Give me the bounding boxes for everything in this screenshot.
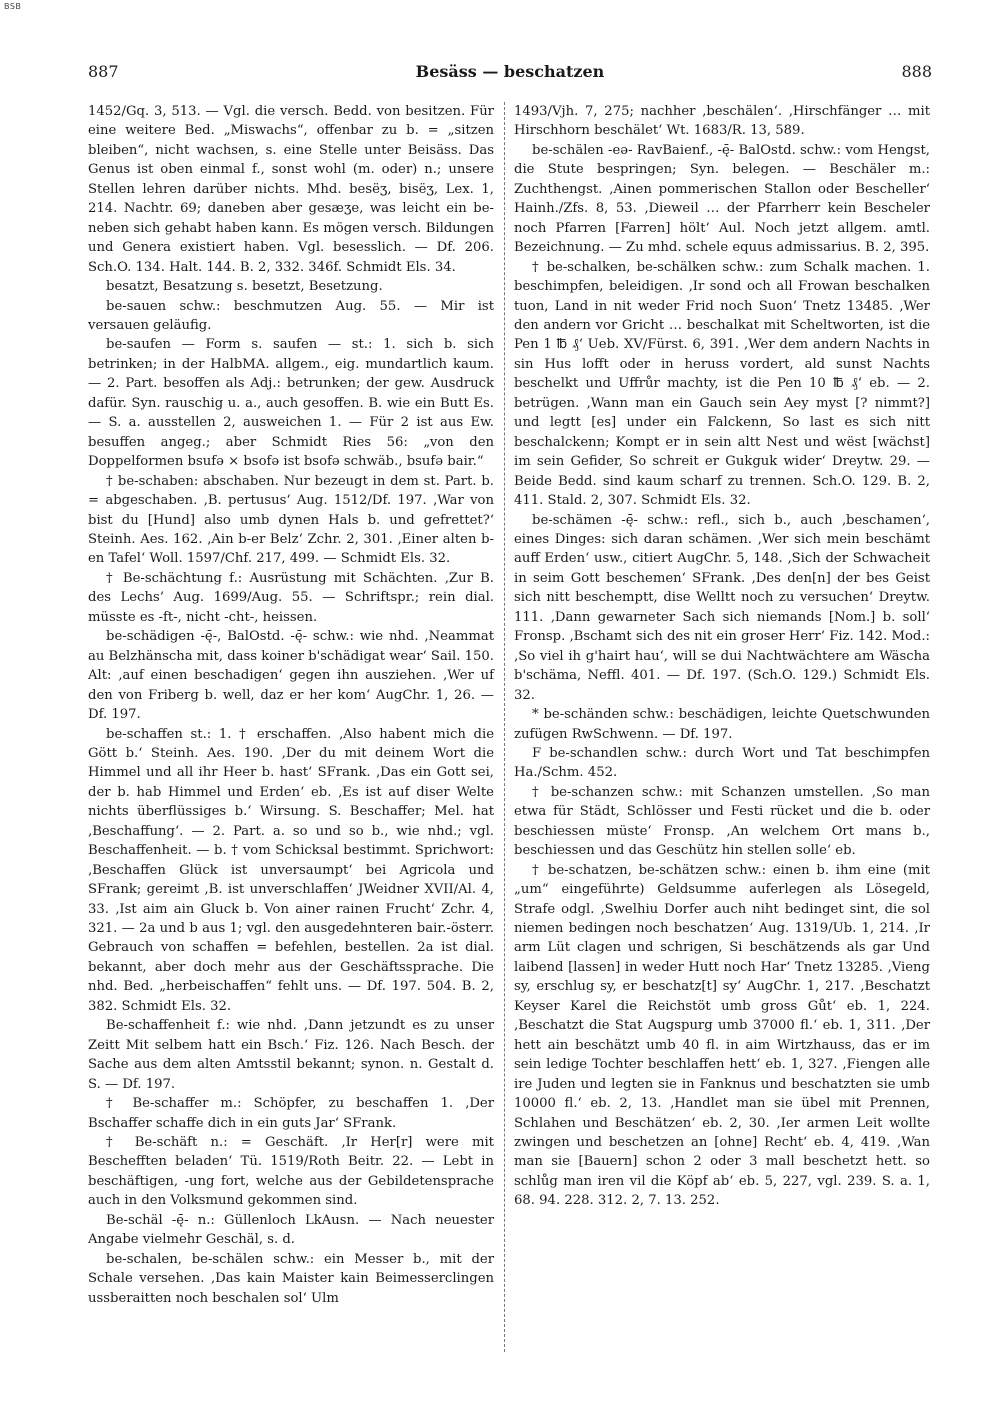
column-divider	[504, 102, 505, 1352]
entry-paragraph: be-schalen, be-schälen schw.: ein Messer b., mit der Schale versehen. ‚Das kain Maister kain Beimesserclingen ussberaitten noch beschalen sol‘ Ulm	[88, 1251, 494, 1306]
entry-paragraph: 1493/Vjh. 7, 275; nachher ‚beschälen‘. ‚Hirschfänger … mit Hirschhorn beschälet‘ Wt. 1683/R. 13, 589.	[514, 104, 930, 139]
entry-paragraph: be-sauen schw.: beschmutzen Aug. 55. — Mir ist versauen geläufig.	[88, 298, 494, 333]
left-column	[88, 102, 494, 1308]
entry-paragraph: be-schaffen st.: 1. † erschaffen. ‚Also habent mich die Gött b.‘ Steinh. Aes. 190. ‚Der du mit deinem Wort die Himmel und all ihr Heer b. hast‘ SFrank. ‚Das ein Gott sei, der b. hab Himmel und Erden‘ eb. ‚Es ist auf diser Welte nichts überflüssiges b.‘ Wirsung. S. Beschaffer; Mel. hat ‚Beschaffung‘. — 2. Part. a. so und so b., wie nhd.; vgl. Beschaffenheit. — b. † vom Schicksal bestimmt. Sprichwort: ‚Beschaffen Glück ist unversaumpt‘ bei Agricola und SFrank; gereimt ‚B. ist unverschlaffen‘ JWeidner XVII/Al. 4, 33. ‚Ist aim ain Gluck b. Von ainer rainen Frucht‘ Zchr. 4, 321. — 2a und b aus 1; vgl. den ausgedehnteren bair.-österr. Gebrauch von schaffen = befehlen, bestellen. 2a ist dial. bekannt, aber doch mehr aus der Geschäftssprache. Die nhd. Bed. „herbeischaffen“ fehlt uns. — Df. 197. 504. B. 2, 382. Schmidt Els. 32.	[88, 726, 494, 1014]
entry-paragraph: besatzt, Besatzung s. besetzt, Besetzung.	[106, 279, 383, 295]
entry-paragraph: 1452/Gq. 3, 513. — Vgl. die versch. Bedd. von besitzen. Für eine weitere Bed. „Miswachs“, offenbar zu b. = „sitzen bleiben“, nicht wachsen, s. eine Stelle unter Beisäss. Das Genus ist oben einmal f., sonst wohl (m. oder) n.; unsere Stellen lehren darüber nichts. Mhd. besëʒ, bisëʒ, Lex. 1, 214. Nachtr. 69; daneben aber gesæʒe, was leicht ein be- neben sich gehabt haben kann. Es mögen versch. Bildungen und Genera existiert haben. Vgl. besesslich. — Df. 206. Sch.O. 134. Halt. 144. B. 2, 332. 346f. Schmidt Els. 34.	[88, 104, 494, 275]
entry-paragraph: † Be-schäft n.: = Geschäft. ‚Ir Her[r] were mit Beschefften beladen‘ Tü. 1519/Roth Beitr. 22. — Lebt in beschäftigen, -ung fort, welche aus der Gebildetensprache auch in den Volksmund gekommen sind.	[88, 1135, 494, 1209]
entry-paragraph: be-saufen — Form s. saufen — st.: 1. sich b. sich betrinken; in der HalbMA. allgem., eig. mundartlich kaum. — 2. Part. besoffen als Adj.: betrunken; der gew. Ausdruck dafür. Syn. rauschig u. a., auch gesoffen. B. wie ein Butt Es. — S. a. ausstellen 2, ausweichen 1. — Für 2 ist aus Ew. besuffen angeg.; aber Schmidt Ries 56: „von den Doppelformen bsufə × bsofə ist bsofə schwäb., bsufə bair.“	[88, 337, 494, 470]
entry-paragraph: Be-schaffenheit f.: wie nhd. ‚Dann jetzundt es zu unser Zeitt Mit selbem hatt ein Bsch.‘ Fiz. 126. Nach Besch. der Sache aus dem alten Amtsstil bekannt; synon. n. Gestalt d. S. — Df. 197.	[88, 1018, 494, 1092]
left-page-number: 887	[88, 62, 119, 81]
entry-paragraph: Be-schäl -ę̄- n.: Güllenloch LkAusn. — Nach neuester Angabe vielmehr Geschäl, s. d.	[88, 1212, 494, 1248]
entry-paragraph: be-schädigen -ę̄-, BalOstd. -ę̄- schw.: wie nhd. ‚Neammat au Belzhänscha mit, dass koiner b'schädigat wear‘ Sail. 150. Alt: ‚auf einen beschadigen‘ gegen ihn ausziehen. ‚Wer uf den von Friberg b. well, daz er her kom‘ AugChr. 1, 26. — Df. 197.	[88, 629, 494, 723]
entry-paragraph: † Be-schächtung f.: Ausrüstung mit Schächten. ‚Zur B. des Lechs‘ Aug. 1699/Aug. 55. — Schriftspr.; rein dial. müsste es -ft-, nicht -cht-, heissen.	[88, 570, 494, 625]
entry-paragraph: † be-schatzen, be-schätzen schw.: einen b. ihm eine (mit „um“ eingeführte) Geldsumme auferlegen als Lösegeld, Strafe odgl. ‚Swelhiu Dorfer auch niht bedinget sint, die sol niemen bedingen noch beschatzen‘ Aug. 1319/Ub. 1, 214. ‚Ir arm Lüt clagen und schrigen, Si beschätzends als gar Und laibend [lassen] in weder Hutt noch Har‘ Tnetz 13285. ‚Vieng sy, erschlug sy, er beschatz[t] sy‘ AugChr. 1, 217. ‚Beschatzt Keyser Karel die Reichstöt umb gross Gůt‘ eb. 1, 224. ‚Beschatzt die Stat Augspurg umb 37000 fl.‘ eb. 1, 311. ‚Der hett ain beschätzt umb 40 fl. in aim Wirtzhauss, das er im sein ledige Tochter beschlaffen hett‘ eb. 1, 327. ‚Fiengen alle ire Juden und legten sie in Fanknus und beschatzten sie umb 10000 fl.‘ eb. 2, 13. ‚Handlet man sie übel mit Prennen, Schlahen und Beschätzen‘ eb. 2, 30. ‚Ier armen Leit wollte zwingen und beschetzen an [ohne] Recht‘ eb. 4, 419. ‚Wan man sie [Bauern] schon 2 oder 3 mall beschetzt hett. so schlůg man iren vil die Köpf ab‘ eb. 5, 227, vgl. 239. S. a. 1, 68. 94. 228. 312. 2, 7. 13. 252.	[514, 862, 930, 1209]
right-column	[514, 102, 930, 1211]
entry-paragraph: F be-schandlen schw.: durch Wort und Tat beschimpfen Ha./Schm. 452.	[514, 745, 930, 781]
entry-paragraph: * be-schänden schw.: beschädigen, leichte Quetschwunden zufügen RwSchwenn. — Df. 197.	[514, 707, 930, 742]
page-header	[88, 62, 932, 86]
entry-paragraph: † be-schaben: abschaben. Nur bezeugt in dem st. Part. b. = abgeschaben. ‚B. pertusus‘ Aug. 1512/Df. 197. ‚War von bist du [Hund] also umb dynen Hals b. und gefrettet?‘ Steinh. Aes. 162. ‚Ain b-er Belz‘ Zchr. 2, 301. ‚Einer alten b-en Tafel‘ Woll. 1597/Chf. 217, 499. — Schmidt Els. 32.	[88, 473, 494, 567]
entry-paragraph: † be-schalken, be-schälken schw.: zum Schalk machen. 1. beschimpfen, beleidigen. ‚Ir sond och all Frowan beschalken tuon, Land in nit weder Frid noch Suon‘ Tnetz 13485. ‚Wer den andern vor Gricht … beschalkat mit Scheltworten, ist die Pen 1 ℔ ₰‘ Ueb. XV/Fürst. 6, 391. ‚Wer dem andern Nachts in sin Hus lofft oder in heruss vordert, ald sunst Nachts beschelkt und Uffrůr machty, ist die Pen 10 ℔ ₰‘ eb. — 2. betrügen. ‚Wann man ein Gauch sein Aey myst [? nimmt?] und legtt [es] under ein Falckenn, So last es sich nitt beschalckenn; Kompt er in sein altt Nest und wëst [wächst] im sein Gefider, So schreit er Gukguk wider‘ Dreytw. 29. — Beide Bedd. sind kaum scharf zu trennen. Sch.O. 129. B. 2, 411. Stald. 2, 307. Schmidt Els. 32.	[514, 259, 930, 509]
entry-paragraph: † Be-schaffer m.: Schöpfer, zu beschaffen 1. ‚Der Bschaffer schaffe dich in ein guts Jar‘ SFrank.	[88, 1096, 494, 1131]
library-watermark: BSB	[4, 2, 22, 11]
entry-paragraph: be-schälen -eə- RavBaienf., -ę̄- BalOstd. schw.: vom Hengst, die Stute bespringen; Syn. belegen. — Beschäler m.: Zuchthengst. ‚Ainen pommerischen Stallon oder Bescheller‘ Hainh./Zfs. 8, 53. ‚Dieweil … der Pfarrherr kein Bescheler noch Pfarren [Farren] hölt‘ Aul. Noch jetzt allgem. amtl. Bezeichnung. — Zu mhd. schele equus admissarius. B. 2, 395.	[514, 142, 930, 256]
running-title: Besäss — beschatzen	[415, 62, 605, 81]
right-page-number: 888	[901, 62, 932, 81]
entry-paragraph: † be-schanzen schw.: mit Schanzen umstellen. ‚So man etwa für Städt, Schlösser und Festi rücket und die b. oder beschiessen müste‘ Fronsp. ‚An welchem Ort mans b., beschiessen und das Geschütz hin stellen solle‘ eb.	[514, 784, 930, 859]
entry-paragraph: be-schämen -ę̄- schw.: refl., sich b., auch ‚beschamen‘, eines Dinges: sich daran schämen. ‚Wer sich mein beschämt auff Erden‘ usw., citiert AugChr. 5, 148. ‚Sich der Schwacheit in seim Gott beschemen‘ SFrank. ‚Des den[n] der bes Geist sich nitt beschemptt, dise Welltt noch zu versuchen‘ Dreytw. 111. ‚Dann gewarneter Sach sich niemands [Nom.] b. soll‘ Fronsp. ‚Bschamt sich des nit ein groser Herr‘ Fiz. 142. Mod.: ‚So viel ih g'hairt hau‘, will se dui Nachtwächtere am Wäscha b'schäma, Neffl. 401. — Df. 197. (Sch.O. 129.) Schmidt Els. 32.	[514, 512, 930, 703]
